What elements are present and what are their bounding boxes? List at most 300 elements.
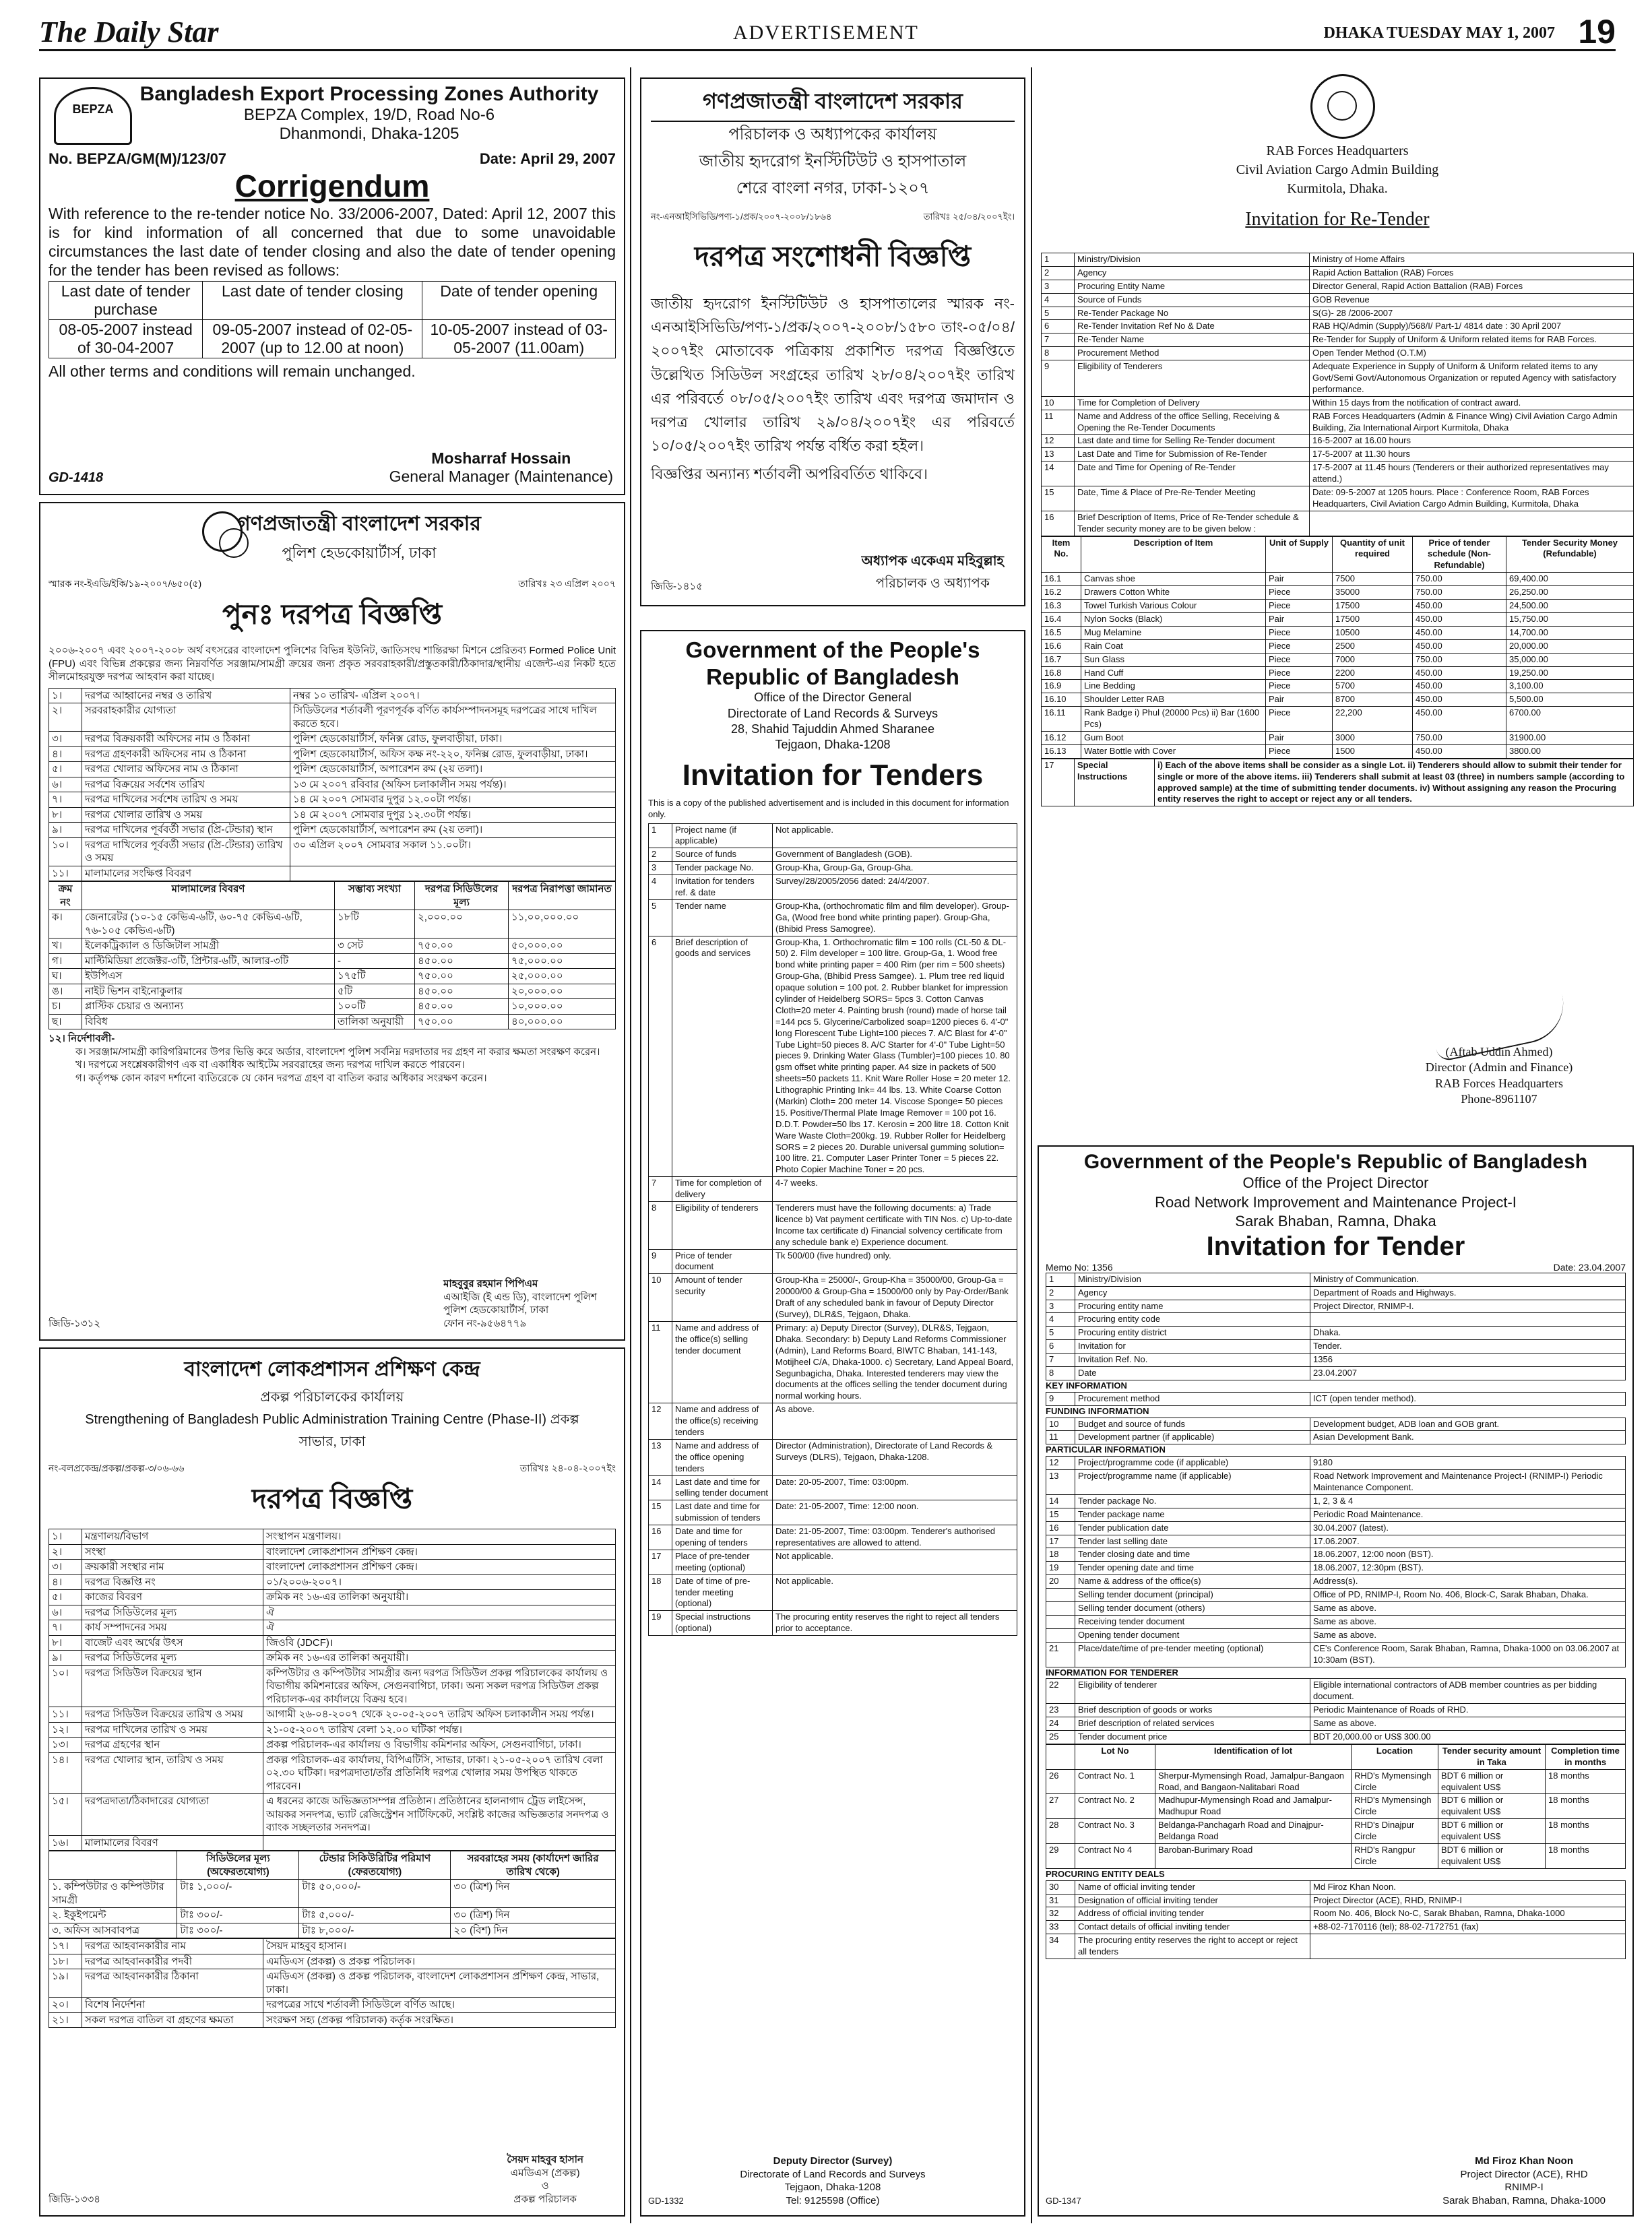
- police-signer: মাহবুবুর রহমান পিপিএম: [443, 1278, 538, 1290]
- table-cell: Development budget, ADB loan and GOB grant.: [1310, 1418, 1626, 1431]
- table-row: [49, 837, 616, 866]
- rnimp-heading: Invitation for Tender: [1206, 1231, 1465, 1261]
- table-cell: Eligibility of tenderers: [672, 1202, 773, 1250]
- table-row: [1042, 744, 1634, 758]
- column-header: [1046, 1744, 1075, 1769]
- rnimp-table: [1046, 1418, 1626, 1445]
- table-cell: নম্বর ১০ তারিখ- এপ্রিল ২০০৭।: [290, 688, 616, 703]
- heart-gov: গণপ্রজাতন্ত্রী বাংলাদেশ সরকার: [651, 84, 1015, 122]
- table-cell: Name and address of the office(s) selling tender document: [672, 1321, 773, 1403]
- police-phone: ফোন নং-৯৫৬৪৭৭৯: [443, 1317, 527, 1329]
- table-cell: 17-5-2007 at 11.45 hours (Tenderers or their authorized representatives may attend.): [1310, 461, 1634, 486]
- table-row: [49, 866, 616, 881]
- table-cell: Invitation for tenders ref. & date: [672, 875, 773, 900]
- column-header: মালামালের বিবরণ: [82, 882, 335, 910]
- bpatc-info-table: [49, 1529, 616, 1851]
- table-cell: [1310, 1313, 1626, 1327]
- table-cell: Tender publication date: [1075, 1521, 1310, 1535]
- table-cell: ১৩ মে ২০০৭ রবিবার (অফিস চলাকালীন সময় পর্যন্ত)।: [290, 777, 616, 792]
- rnimp-table: [1046, 1456, 1626, 1667]
- table-cell: ১৩।: [49, 1738, 82, 1753]
- table-cell: 4: [1046, 1313, 1075, 1327]
- table-cell: 4: [1042, 293, 1075, 307]
- table-cell: 18: [649, 1574, 672, 1611]
- table-cell: মাল্টিমিডিয়া প্রজেক্টর-৩টি, প্রিন্টার-৬টি, আলার-৩টি: [82, 953, 335, 969]
- table-row: [649, 1202, 1017, 1250]
- table-cell: 16.8: [1042, 666, 1081, 680]
- table-cell: ২।: [49, 1544, 82, 1560]
- table-row: [1046, 1470, 1626, 1495]
- bepza-note: All other terms and conditions will remain unchanged.: [49, 362, 416, 381]
- table-cell: [290, 866, 616, 881]
- table-cell: Amount of tender security: [672, 1274, 773, 1322]
- table-row: [1042, 347, 1634, 360]
- table-cell: 750.00: [1413, 586, 1506, 600]
- table-row: [1046, 1717, 1626, 1731]
- bpatc-signer: সৈয়দ মাহবুব হাসান: [507, 2154, 583, 2165]
- table-cell: 18.06.2007, 12:00 noon (BST).: [1310, 1548, 1626, 1562]
- table-row: [49, 910, 616, 938]
- table-cell: 8700: [1333, 693, 1413, 707]
- table-cell: ১।: [49, 688, 82, 703]
- table-cell: Brief description of related services: [1075, 1717, 1310, 1731]
- table-cell: দরপত্র দাখিলের সর্বশেষ তারিখ ও সময়: [82, 792, 290, 808]
- bpatc-place: সাভার, ঢাকা: [298, 1434, 366, 1449]
- table-row: [49, 1014, 616, 1029]
- dlrs-office: Office of the Director General: [754, 691, 912, 705]
- police-items-table: [49, 881, 616, 1029]
- table-cell: ১৫।: [49, 1794, 82, 1836]
- bpatc-tender-ad: [39, 1347, 625, 2217]
- table-cell: 14,700.00: [1506, 626, 1634, 639]
- column-header: ক্রম নং: [49, 882, 82, 910]
- table-cell: সকল দরপত্র বাতিল বা গ্রহণের ক্ষমতা: [82, 2012, 263, 2028]
- column-header: টেন্ডার সিকিউরিটির পরিমাণ (ফেরতযোগ্য): [299, 1851, 451, 1880]
- table-cell: Eligible international contractors of ADB member countries as per bidding document.: [1310, 1679, 1626, 1704]
- bepza-date: Date: April 29, 2007: [479, 150, 616, 167]
- table-cell: দরপত্র আহবানকারীর পদবী: [82, 1954, 263, 1969]
- table-cell: Sun Glass: [1081, 653, 1266, 666]
- table-row: [49, 792, 616, 808]
- table-cell: 1: [1042, 253, 1075, 267]
- table-row: [49, 1908, 616, 1923]
- table-cell: 20: [1046, 1575, 1075, 1589]
- bpatc-sign2: এমডিএস (প্রকল্প): [510, 2167, 580, 2179]
- bpatc-office: প্রকল্প পরিচালকের কার্যালয়: [260, 1390, 404, 1405]
- table-cell: 13: [1046, 1470, 1075, 1495]
- table-cell: Room No. 406, Block No-C, Sarak Bhaban, Ramna, Dhaka-1000: [1310, 1907, 1626, 1921]
- table-cell: তালিকা অনুযায়ী: [335, 1014, 415, 1029]
- table-cell: ১০০টি: [335, 999, 415, 1015]
- table-cell: ২০ (বিশ) দিন: [451, 1923, 616, 1938]
- table-row: [1046, 1615, 1626, 1628]
- table-cell: 16.4: [1042, 612, 1081, 626]
- table-cell: 16.5: [1042, 626, 1081, 639]
- table-cell: 10: [1046, 1418, 1075, 1431]
- table-cell: 450.00: [1413, 666, 1506, 680]
- table-cell: ৭৫,০০০.০০: [509, 953, 616, 969]
- table-row: [49, 762, 616, 777]
- table-cell: টাঃ ১,০০০/-: [177, 1880, 299, 1908]
- table-cell: Tenderers must have the following documents: a) Trade licence b) Vat payment certificate with TIN Nos. c) Up-to-date Income tax certificate d) Financial solvency certificate from any schedule bank e) Experience document.: [773, 1202, 1017, 1250]
- table-cell: 27: [1046, 1794, 1075, 1819]
- table-cell: দরপত্র দাখিলের তারিখ ও সময়: [82, 1722, 263, 1738]
- table-row: [49, 1665, 616, 1707]
- column-header: সম্ভাব্য সংখ্যা: [335, 882, 415, 910]
- table-cell: Place/date/time of pre-tender meeting (optional): [1075, 1642, 1310, 1667]
- police-sign3: পুলিশ হেডকোয়ার্টার্স, ঢাকা: [443, 1304, 549, 1316]
- table-cell: ২।: [49, 703, 82, 732]
- table-row: [1042, 626, 1634, 639]
- table-row: [1046, 1602, 1626, 1616]
- heart-institute-ad: [640, 77, 1025, 606]
- table-cell: দরপত্র সিডিউলের মূল্য: [82, 1651, 263, 1666]
- table-cell: Date: 09-5-2007 at 1205 hours. Place : Conference Room, RAB Forces Headquarters, Civil Aviation Cargo Admin Building, Kurmitola, Dhaka: [1310, 486, 1634, 511]
- rnimp-sec-key: KEY INFORMATION: [1046, 1380, 1127, 1391]
- table-cell: 1: [1046, 1273, 1075, 1286]
- table-row: [1046, 1628, 1626, 1642]
- table-cell: ২০।: [49, 1998, 82, 2013]
- table-row: [49, 984, 616, 999]
- table-cell: ৮।: [49, 807, 82, 823]
- table-cell: এমডিএস (প্রকল্প) ও প্রকল্প পরিচালক।: [263, 1954, 616, 1969]
- dlrs-heading: Invitation for Tenders: [682, 758, 984, 792]
- table-cell: Time for completion of delivery: [672, 1177, 773, 1202]
- table-row: [49, 823, 616, 838]
- table-cell: BDT 6 million or equivalent US$: [1438, 1843, 1546, 1868]
- table-cell: 750.00: [1413, 653, 1506, 666]
- police-office: পুলিশ হেডকোয়ার্টার্স, ঢাকা: [282, 544, 437, 561]
- bepza-table: [49, 281, 616, 358]
- table-cell: Ministry/Division: [1075, 253, 1310, 267]
- table-cell: 35,000.00: [1506, 653, 1634, 666]
- table-row: [1042, 448, 1634, 461]
- table-row: [49, 688, 616, 703]
- table-row: [1042, 707, 1634, 732]
- table-row: [49, 1752, 616, 1794]
- table-cell: 5700: [1333, 680, 1413, 693]
- table-cell: 26: [1046, 1769, 1075, 1794]
- rab-sign3: RAB Forces Headquarters: [1435, 1076, 1563, 1090]
- table-cell: [1046, 1602, 1075, 1616]
- bepza-col: Date of tender opening: [422, 282, 616, 320]
- table-cell: Project Director (ACE), RHD, RNIMP-I: [1310, 1894, 1626, 1907]
- table-cell: RAB HQ/Admin (Supply)/568/I/ Part-1/ 4814 date : 30 April 2007: [1310, 320, 1634, 333]
- table-cell: Same as above.: [1310, 1615, 1626, 1628]
- table-cell: Piece: [1266, 626, 1333, 639]
- table-cell: 16.3: [1042, 600, 1081, 613]
- table-cell: ০১/২০০৬-২০০৭।: [263, 1574, 616, 1590]
- table-cell: ৭৫০.০০: [415, 969, 509, 984]
- table-cell: 4: [649, 875, 672, 900]
- table-cell: Not applicable.: [773, 823, 1017, 848]
- table-row: [49, 1794, 616, 1836]
- dlrs-addr: 28, Shahid Tajuddin Ahmed Sharanee: [731, 722, 934, 736]
- table-row: [49, 732, 616, 747]
- table-cell: ১১।: [49, 866, 82, 881]
- table-cell: RAB Forces Headquarters (Admin & Finance Wing) Civil Aviation Cargo Admin Building, Zia International Airport Kurmitola, Dhaka: [1310, 410, 1634, 435]
- heart-ref: নং-এনআইসিভিডি/পণ্য-১/প্রক/২০০৭-২০০৮/১৮৬৪: [651, 212, 832, 222]
- column-header: দরপত্র নিরাপত্তা জামানত: [509, 882, 616, 910]
- table-cell: 6700.00: [1506, 707, 1634, 732]
- table-cell: Piece: [1266, 639, 1333, 653]
- table-cell: 450.00: [1413, 612, 1506, 626]
- table-cell: Tender package name: [1075, 1508, 1310, 1521]
- table-cell: 16.7: [1042, 653, 1081, 666]
- table-row: [1042, 586, 1634, 600]
- table-cell: 1, 2, 3 & 4: [1310, 1494, 1626, 1508]
- bepza-cell: 08-05-2007 instead of 30-04-2007: [49, 320, 203, 358]
- instruction-item: খ। দরপত্রে সংশ্লেষকারীগণ এক বা একাধিক আইটেম সরবরাহের জন্য দরপত্র দাখিল করতে পারবেন।: [75, 1059, 465, 1071]
- table-cell: Sherpur-Mymensingh Road, Jamalpur-Bangaon Road, and Bangaon-Nalitabari Road: [1155, 1769, 1352, 1794]
- rnimp-project: Road Network Improvement and Maintenance Project-I: [1155, 1193, 1517, 1211]
- table-row: [649, 1274, 1017, 1322]
- table-row: [1046, 1354, 1626, 1367]
- table-cell: 3: [1046, 1300, 1075, 1313]
- table-cell: ৩০ এপ্রিল ২০০৭ সোমবার সকাল ১১.০০টা।: [290, 837, 616, 866]
- table-cell: ১৮।: [49, 1954, 82, 1969]
- table-cell: ৭।: [49, 792, 82, 808]
- rnimp-sec-fund: FUNDING INFORMATION: [1046, 1405, 1149, 1416]
- table-row: [49, 1722, 616, 1738]
- table-cell: 7: [649, 1177, 672, 1202]
- table-row: [649, 1439, 1017, 1475]
- rnimp-memo: Memo No: 1356: [1046, 1261, 1113, 1273]
- table-cell: ২,০০০.০০: [415, 910, 509, 938]
- table-cell: ১০।: [49, 837, 82, 866]
- table-cell: Agency: [1075, 1286, 1310, 1300]
- table-cell: 24,500.00: [1506, 600, 1634, 613]
- table-cell: 450.00: [1413, 639, 1506, 653]
- table-cell: 12: [1046, 1457, 1075, 1470]
- table-row: [649, 936, 1017, 1177]
- table-cell: ৪৫০.০০: [415, 953, 509, 969]
- table-cell: ৪০,০০০.০০: [509, 1014, 616, 1029]
- table-cell: 16: [649, 1525, 672, 1550]
- table-row: [1046, 1535, 1626, 1548]
- table-row: [649, 875, 1017, 900]
- table-cell: Ministry/Division: [1075, 1273, 1310, 1286]
- rnimp-gd: GD-1347: [1046, 2196, 1081, 2206]
- table-cell: ২১-০৫-২০০৭ তারিখ বেলা ১২.০০ ঘটিকা পর্যন্ত।: [263, 1722, 616, 1738]
- table-cell: 10: [1042, 396, 1075, 410]
- table-row: [649, 823, 1017, 848]
- table-cell: Tender last selling date: [1075, 1535, 1310, 1548]
- table-cell: ১৪ মে ২০০৭ সোমবার দুপুর ১২.০০টা পর্যন্ত।: [290, 792, 616, 808]
- table-cell: ঐ: [263, 1620, 616, 1636]
- rab-phone: Phone-8961107: [1461, 1092, 1537, 1106]
- column-divider: [630, 67, 631, 2223]
- table-row: [49, 1605, 616, 1620]
- table-cell: ১৮টি: [335, 910, 415, 938]
- table-cell: দরপত্র সিডিউল বিক্রয়ের স্থান: [82, 1665, 263, 1707]
- table-cell: দরপত্র আহ্বানের নম্বর ও তারিখ: [82, 688, 290, 703]
- table-cell: 30: [1046, 1880, 1075, 1894]
- table-row: [49, 1954, 616, 1969]
- instruction-item: গ। কর্তৃপক্ষ কোন কারণ দর্শানো ব্যতিরেকে যে কোন দরপত্র গ্রহণ বা বাতিল করার অধিকার সংরক্ষণ করেন।: [75, 1072, 487, 1084]
- table-cell: 16.1: [1042, 573, 1081, 586]
- rab-special-table: [1041, 759, 1634, 807]
- table-cell: ইউপিএস: [82, 969, 335, 984]
- table-cell: প্লাস্টিক চেয়ার ও অন্যান্য: [82, 999, 335, 1015]
- table-cell: ১৭৫টি: [335, 969, 415, 984]
- table-cell: 18 months: [1546, 1843, 1626, 1868]
- table-row: [1046, 1819, 1626, 1844]
- table-cell: Name of official inviting tender: [1075, 1880, 1310, 1894]
- table-cell: Group-Kha, (orthochromatic film and film developer). Group-Ga, (Wood free bond white printing paper). Group-Gha, (Bhibid Press Samogree).: [773, 899, 1017, 936]
- table-cell: 15: [649, 1500, 672, 1525]
- bepza-addr2: Dhanmondi, Dhaka-1205: [279, 125, 459, 143]
- table-header-row: [49, 882, 616, 910]
- rnimp-table: [1046, 1392, 1626, 1406]
- table-row: [1046, 1340, 1626, 1354]
- table-cell: ৪।: [49, 1574, 82, 1590]
- table-row: [1046, 1286, 1626, 1300]
- table-cell: আগামী ২৬-০৪-২০০৭ থেকে ২০-০৫-২০০৭ তারিখ অফিস চলাকালীন সময় পর্যন্ত।: [263, 1707, 616, 1723]
- table-cell: 11: [649, 1321, 672, 1403]
- table-cell: Office of PD, RNIMP-I, Room No. 406, Block-C, Sarak Bhaban, Dhaka.: [1310, 1589, 1626, 1602]
- table-cell: 23: [1046, 1704, 1075, 1717]
- dlrs-sign4: Tel: 9125598 (Office): [786, 2194, 880, 2206]
- table-row: [1046, 1313, 1626, 1327]
- table-cell: Group-Kha, Group-Ga, Group-Gha.: [773, 862, 1017, 875]
- bepza-addr1: BEPZA Complex, 19/D, Road No-6: [243, 106, 495, 124]
- table-cell: Piece: [1266, 586, 1333, 600]
- bpatc-heading: দরপত্র বিজ্ঞপ্তি: [251, 1483, 413, 1515]
- table-cell: Pair: [1266, 612, 1333, 626]
- heart-designation: পরিচালক ও অধ্যাপক: [875, 576, 990, 591]
- table-cell: ৩. অফিস আসবাবপত্র: [49, 1923, 177, 1938]
- rnimp-date: Date: 23.04.2007: [1553, 1261, 1626, 1273]
- police-retender-ad: [39, 502, 625, 1341]
- table-row: [1046, 1843, 1626, 1868]
- table-cell: [1310, 511, 1634, 536]
- table-cell: দরপত্র গ্রহণের স্থান: [82, 1738, 263, 1753]
- heart-gd: জিডি-১৪১৫: [651, 581, 703, 592]
- table-row: [49, 777, 616, 792]
- table-cell: ৭৫০.০০: [415, 1014, 509, 1029]
- table-row: [1046, 1730, 1626, 1744]
- table-cell: Last date and time for Selling Re-Tender document: [1075, 435, 1310, 448]
- table-row: [1046, 1392, 1626, 1405]
- bpatc-tail-table: [49, 1938, 616, 2028]
- rnimp-office: Office of the Project Director: [1242, 1174, 1429, 1191]
- table-cell: Date: 21-05-2007, Time: 03:00pm. Tenderer's authorised representatives are allowed to attend.: [773, 1525, 1017, 1550]
- table-cell: Address(s).: [1310, 1575, 1626, 1589]
- table-cell: ৮।: [49, 1635, 82, 1651]
- table-cell: BDT 6 million or equivalent US$: [1438, 1819, 1546, 1844]
- table-cell: Tender.: [1310, 1340, 1626, 1354]
- table-cell: Project name (if applicable): [672, 823, 773, 848]
- column-header: Lot No: [1075, 1744, 1155, 1769]
- table-cell: 750.00: [1413, 573, 1506, 586]
- table-row: [1046, 1769, 1626, 1794]
- table-cell: RHD's Dinajpur Circle: [1352, 1819, 1438, 1844]
- table-cell: Contract No. 1: [1075, 1769, 1155, 1794]
- dlrs-city: Tejgaon, Dhaka-1208: [775, 738, 891, 752]
- table-cell: দরপত্র আহবানকারীর ঠিকানা: [82, 1969, 263, 1998]
- table-cell: 11: [1042, 410, 1075, 435]
- table-cell: 12: [1042, 435, 1075, 448]
- table-row: [49, 1707, 616, 1723]
- table-row: [49, 1529, 616, 1545]
- table-row: [1042, 600, 1634, 613]
- bepza-gd: GD-1418: [49, 470, 104, 485]
- table-cell: Rank Badge i) Phul (20000 Pcs) ii) Bar (1600 Pcs): [1081, 707, 1266, 732]
- table-cell: Adequate Experience in Supply of Uniform & Uniform related items to any Govt/Semi Govt/Autonomous Organization or reputed Agency with satisfactory performance.: [1310, 360, 1634, 397]
- table-cell: Towel Turkish Various Colour: [1081, 600, 1266, 613]
- rab-special-no: 17: [1042, 759, 1075, 806]
- table-cell: 30.04.2007 (latest).: [1310, 1521, 1626, 1535]
- table-cell: 13: [649, 1439, 672, 1475]
- table-row: [1046, 1589, 1626, 1602]
- table-cell: Procuring entity code: [1075, 1313, 1310, 1327]
- rab-title: Invitation for Re-Tender: [1245, 209, 1430, 230]
- heart-body: জাতীয় হৃদরোগ ইনস্টিটিউট ও হাসপাতালের স্মারক নং-এনআইসিভিডি/পণ্য-১/প্রক/২০০৭-২০০৮/১৫৮০ তাং-০৫/০৪/ ২০০৭ইং মোতাবেক পত্রিকায় প্রকাশিত দরপত্র বিজ্ঞপ্তিতে উল্লেখিত সিডিউল সংগ্রহের তারিখ ২৮/০৪/২০০৭ইং তারিখ এর পরিবর্তে ০৮/০৫/২০০৭ইং তারিখ এবং দরপত্র জমাদান ও দরপত্র খোলার তারিখ ২৯/০৪/২০০৭ইং এর পরিবর্তে ১০/০৫/২০০৭ইং তারিখ পর্যন্ত বর্ধিত করা হইল।: [651, 295, 1015, 455]
- table-cell: প্রকল্প পরিচালক-এর কার্যালয় ও বিভাগীয় কমিশনার অফিস, সেগুনবাগিচা, ঢাকা।: [263, 1738, 616, 1753]
- table-cell: Government of Bangladesh (GOB).: [773, 848, 1017, 862]
- table-cell: কম্পিউটার ও কম্পিউটার সামগ্রীর জন্য দরপত্র সিডিউল প্রকল্প পরিচালকের কার্যালয় ও বিভাগীয় কমিশনারের অফিস, সেগুনবাগিচা, ঢাকা। অন্য সকল দরপত্র সিডিউল প্রকল্প পরিচালক-এর কার্যালয়ে বিক্রয় হবে।: [263, 1665, 616, 1707]
- table-cell: Receiving tender document: [1075, 1615, 1310, 1628]
- table-cell: Not applicable.: [773, 1574, 1017, 1611]
- rnimp-sign3: RNIMP-I: [1504, 2182, 1544, 2193]
- column-header: Price of tender schedule (Non-Refundable): [1413, 536, 1506, 573]
- table-cell: Nylon Socks (Black): [1081, 612, 1266, 626]
- table-cell: সংস্থাপন মন্ত্রণালয়।: [263, 1529, 616, 1545]
- table-row: [649, 1177, 1017, 1202]
- table-cell: +88-02-7170116 (tel); 88-02-7172751 (fax): [1310, 1921, 1626, 1934]
- table-cell: Tk 500/00 (five hundred) only.: [773, 1249, 1017, 1274]
- table-cell: 15: [1046, 1508, 1075, 1521]
- rnimp-table: [1046, 1273, 1626, 1380]
- table-cell: 22: [1046, 1679, 1075, 1704]
- table-cell: Tender document price: [1075, 1730, 1310, 1744]
- table-cell: Periodic Maintenance of Roads of RHD.: [1310, 1704, 1626, 1717]
- table-cell: 8: [649, 1202, 672, 1250]
- table-row: [1046, 1548, 1626, 1562]
- table-cell: 3,100.00: [1506, 680, 1634, 693]
- table-cell: ৬।: [49, 1605, 82, 1620]
- table-cell: Date of time of pre-tender meeting (optional): [672, 1574, 773, 1611]
- table-cell: Tender package No.: [1075, 1494, 1310, 1508]
- table-cell: 23.04.2007: [1310, 1367, 1626, 1380]
- table-row: [49, 1969, 616, 1998]
- table-row: [49, 999, 616, 1015]
- table-row: [649, 1403, 1017, 1440]
- table-row: [49, 1620, 616, 1636]
- table-cell: কার্য সম্পাদনের সময়: [82, 1620, 263, 1636]
- table-cell: Same as above.: [1310, 1602, 1626, 1616]
- table-cell: 18 months: [1546, 1769, 1626, 1794]
- table-cell: সংরক্ষণ সহ্য (প্রকল্প পরিচালক) কর্তৃক সংরক্ষিত।: [263, 2012, 616, 2028]
- heart-inst: জাতীয় হৃদরোগ ইনস্টিটিউট ও হাসপাতাল: [699, 152, 967, 170]
- table-cell: 16.6: [1042, 639, 1081, 653]
- table-cell: Special instructions (optional): [672, 1611, 773, 1636]
- heart-title: দরপত্র সংশোধনী বিজ্ঞপ্তি: [694, 241, 972, 272]
- table-cell: 450.00: [1413, 626, 1506, 639]
- table-row: [649, 1525, 1017, 1550]
- table-cell: 5: [649, 899, 672, 936]
- table-cell: Canvas shoe: [1081, 573, 1266, 586]
- table-cell: Same as above.: [1310, 1628, 1626, 1642]
- table-cell: Project/programme code (if applicable): [1075, 1457, 1310, 1470]
- table-cell: Within 15 days from the notification of contract award.: [1310, 396, 1634, 410]
- table-cell: Date and time for opening of tenders: [672, 1525, 773, 1550]
- table-cell: Md Firoz Khan Noon.: [1310, 1880, 1626, 1894]
- rnimp-table: [1046, 1678, 1626, 1744]
- table-cell: 2: [1046, 1286, 1075, 1300]
- table-cell: Re-Tender Name: [1075, 333, 1310, 347]
